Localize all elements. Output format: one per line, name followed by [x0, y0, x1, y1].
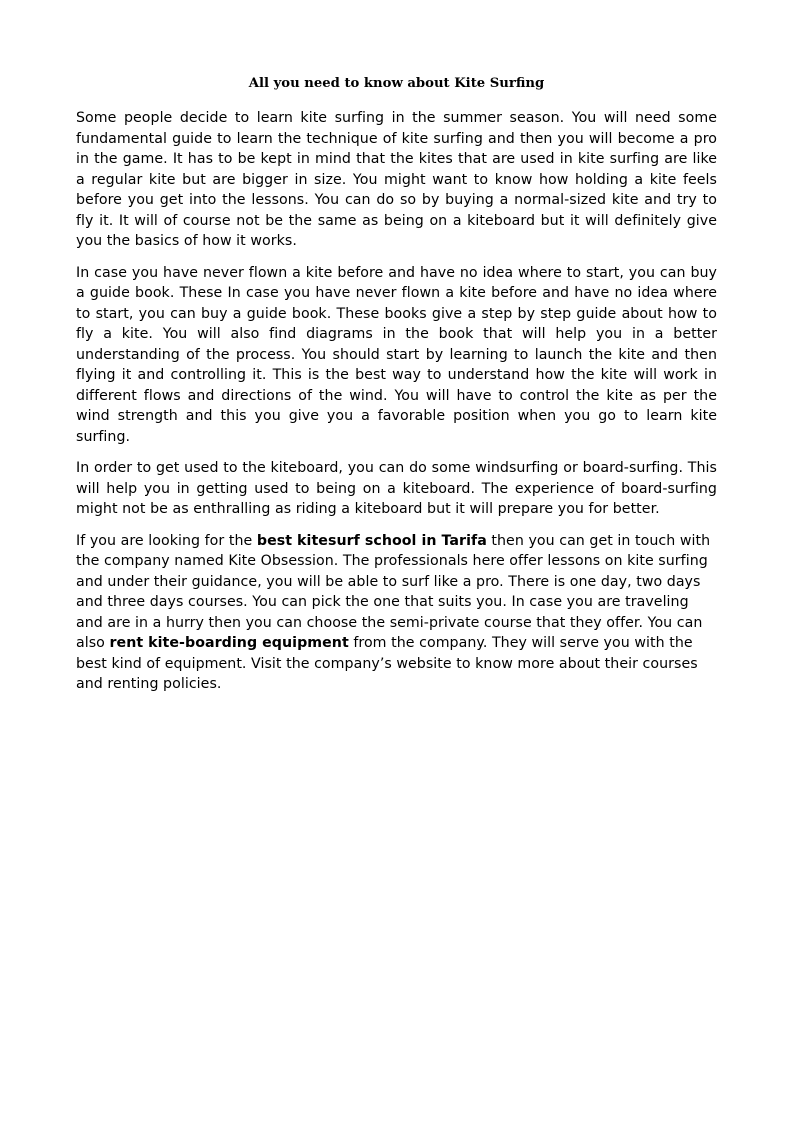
paragraph-text: then you can get in touch with the company named Kite Obsession. The professionals here offer lessons on kite surfing and under their guidance, you will be able to surf like a pro. There is one day, two days and three days courses. You can pick the one that suits you. In case you are traveling and are in a hurry then you can choose the semi-private course that they offer. You can also [76, 532, 711, 651]
paragraph-kiteboard-practice: In order to get used to the kiteboard, you can do some windsurfing or board-surfing. This will help you in getting used to being on a kiteboard. The experience of board-surfing might not be as enthralling as riding a kiteboard but it will prepare you for better. [76, 460, 717, 517]
paragraph-intro: Some people decide to learn kite surfing in the summer season. You will need some fundamental guide to learn the technique of kite surfing and then you will become a pro in the game. It has to be kept in mind that the kites that are used in kite surfing are like a regular kite but are bigger in size. You might want to know how holding a kite feels before you get into the lessons. You can do so by buying a normal-sized kite and try to fly it. It will of course not be the same as being on a kiteboard but it will definitely give you the basics of how it works. [76, 110, 717, 249]
document-page [76, 72, 717, 706]
paragraph-text: If you are looking for the [76, 532, 257, 549]
paragraph-guide-book: In case you have never flown a kite before and have no idea where to start, you can buy a guide book. These In case you have never flown a kite before and have no idea where to start, you can buy a guide book. These books give a step by step guide about how to fly a kite. You will also find diagrams in the book that will help you in a better understanding of the process. You should start by learning to launch the kite and then flying it and controlling it. This is the best way to understand how the kite will work in different flows and directions of the wind. You will have to control the kite as per the wind strength and this you give you a favorable position when you go to learn kite surfing. [76, 264, 717, 445]
document-title: All you need to know about Kite Surfing [248, 76, 545, 91]
equipment-link-text: rent kite-boarding equipment [109, 635, 349, 651]
paragraph-text: from the company. They will serve you with the best kind of equipment. Visit the company’s website to know more about their courses and renting policies. [76, 635, 698, 692]
paragraph-kite-school [76, 531, 717, 695]
school-link-text: best kitesurf school in Tarifa [256, 532, 487, 549]
